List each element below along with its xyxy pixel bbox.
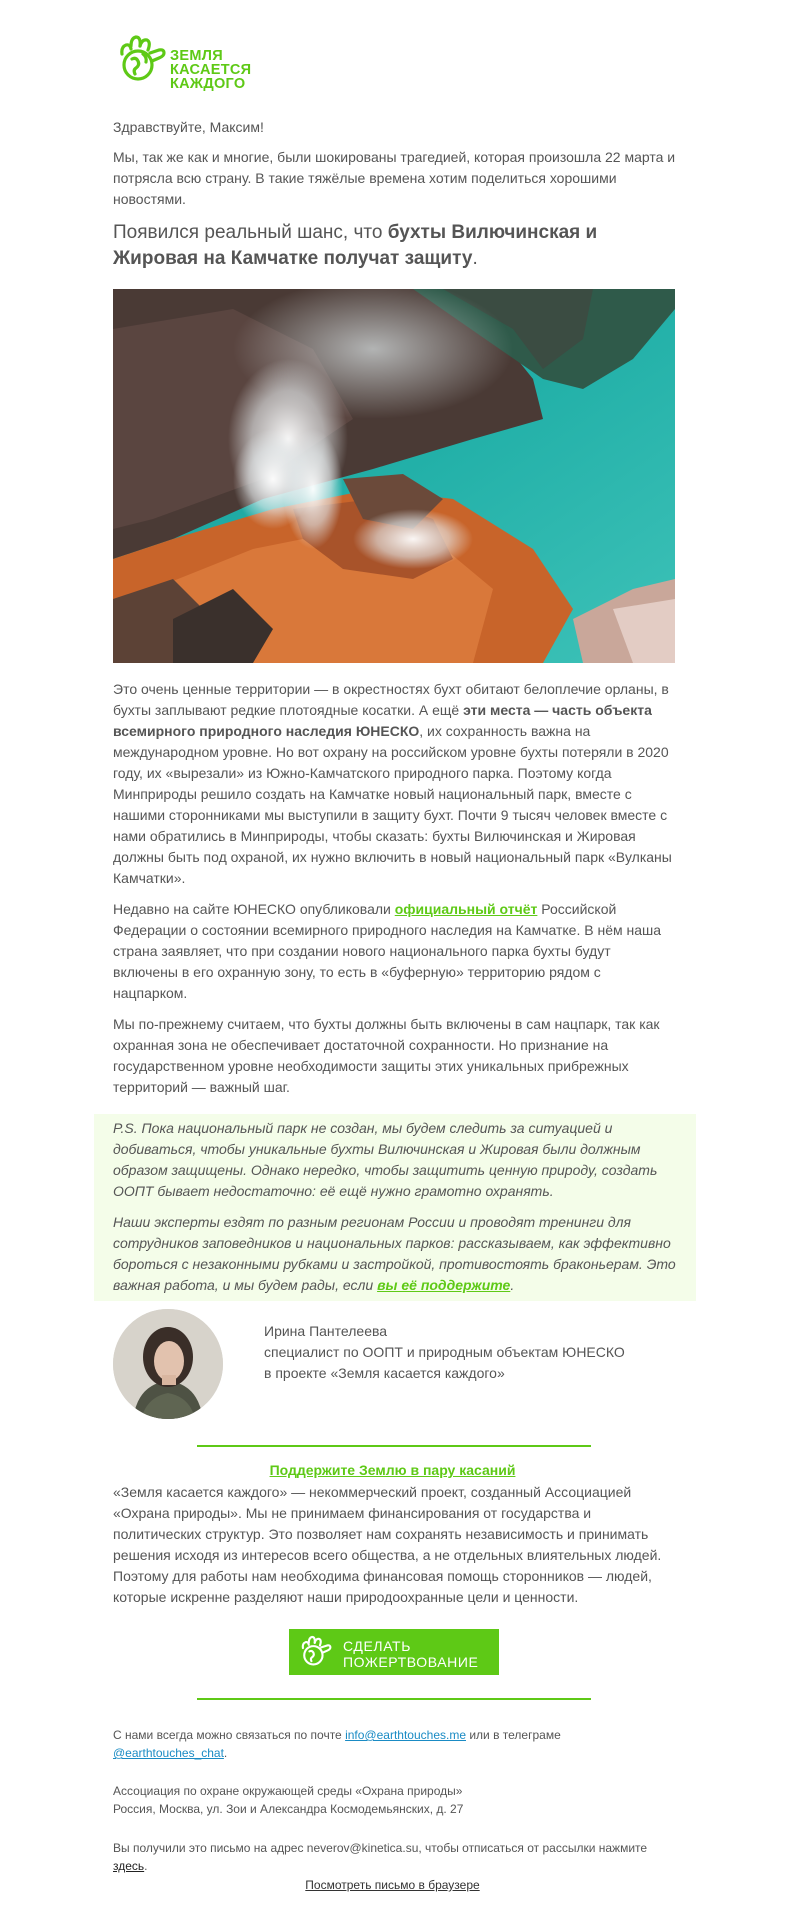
body-paragraph-2: Недавно на сайте ЮНЕСКО опубликовали официальный отчёт Российской Федерации о состоянии всемирного природного наследия на Камчатке. В нём наша страна заявляет, что при создании нового национального парка бухты будут включены в его охранную зону, то есть в «буферную» территорию рядом с нацпарком.	[113, 901, 662, 1001]
ps-paragraph-2: Наши эксперты ездят по разным регионам России и проводят тренинги для сотрудников заповедников и национальных парков: рассказываем, как эффективно бороться с незаконными рубками и застройкой, противостоять браконьерам. Это важная работа, и мы будем рады, если вы её поддержите.	[113, 1214, 676, 1293]
donate-button[interactable]	[289, 1629, 499, 1675]
association-info	[113, 1782, 678, 1818]
support-link[interactable]: вы её поддержите	[377, 1277, 511, 1293]
signature-block	[264, 1321, 625, 1384]
body-paragraph-3: Мы по-прежнему считаем, что бухты должны быть включены в сам нацпарк, так как охранная зона не обеспечивает достаточной сохранности. Но признание на государственном уровне необходимости защиты этих уникальных прибрежных территорий — важный шаг.	[113, 1016, 660, 1095]
support-heading	[0, 1462, 785, 1478]
brand-logo[interactable]	[117, 34, 267, 92]
logo-line-2: КАСАЕТСЯ	[170, 62, 252, 78]
contact-text: С нами всегда можно связаться по почте info@earthtouches.me или в телеграме @earthtouches_chat.	[113, 1728, 561, 1760]
association-address: Россия, Москва, ул. Зои и Александра Космодемьянских, д. 27	[113, 1802, 464, 1816]
view-in-browser-link[interactable]: Посмотреть письмо в браузере	[305, 1878, 480, 1892]
greeting: Здравствуйте, Максим!	[113, 119, 264, 135]
divider-top	[197, 1445, 591, 1447]
divider-bottom	[197, 1698, 591, 1700]
unesco-report-link[interactable]: официальный отчёт	[394, 901, 538, 917]
unsubscribe-link[interactable]: здесь	[113, 1859, 145, 1873]
email-link[interactable]: info@earthtouches.me	[345, 1728, 466, 1742]
body-paragraph-1: Это очень ценные территории — в окрестностях бухт обитают белоплечие орланы, в бухты заплывают редкие плотоядные косатки. А ещё эти места — часть объекта всемирного природного наследия ЮНЕСКО, их сохранность важна на международном уровне. Но вот охрану на российском уровне бухты потеряли в 2020 году, их «вырезали» из Южно-Камчатского природного парка. Поэтому когда Минприроды решило создать на Камчатке новый национальный парк, вместе с нашими сторонниками мы выступили в защиту бухт. Почти 9 тысяч человек вместе с нами обратились в Минприроды, чтобы сказать: бухты Вилючинская и Жировая должны быть под охраной, их нужно включить в новый национальный парк «Вулканы Камчатки».	[113, 681, 672, 886]
association-name: Ассоциация по охране окружающей среды «Охрана природы»	[113, 1784, 463, 1798]
hero-photo	[113, 289, 675, 663]
logo-line-3: КАЖДОГО	[170, 76, 246, 92]
lead-headline: Появился реальный шанс, что бухты Вилючинская и Жировая на Камчатке получат защиту.	[113, 222, 598, 269]
author-avatar	[113, 1309, 223, 1419]
unsubscribe-text: Вы получили это письмо на адрес neverov@kinetica.su, чтобы отписаться от рассылки нажмите здесь.	[113, 1841, 648, 1873]
logo-line-1: ЗЕМЛЯ	[170, 48, 223, 64]
ps-paragraph-1: P.S. Пока национальный парк не создан, мы будем следить за ситуацией и добиваться, чтобы уникальные бухты Вилючинская и Жировая были должным образом защищены. Однако нередко, чтобы защитить ценную природу, создать ООПТ бывает недостаточно: её ещё нужно грамотно охранять.	[113, 1120, 658, 1199]
support-heading-link[interactable]: Поддержите Землю в пару касаний	[269, 1462, 516, 1478]
intro-paragraph: Мы, так же как и многие, были шокированы трагедией, которая произошла 22 марта и потрясла всю страну. В такие тяжёлые времена хотим поделиться хорошими новостями.	[113, 149, 676, 207]
signature-role: специалист по ООПТ и природным объектам ЮНЕСКО	[264, 1344, 625, 1360]
hand-globe-icon	[117, 34, 167, 86]
signature-project: в проекте «Земля касается каждого»	[264, 1365, 505, 1381]
project-about-paragraph: «Земля касается каждого» — некоммерческий проект, созданный Ассоциацией «Охрана природы». Мы не принимаем финансирования от государства и политических структур. Это позволяет нам сохранять независимость и принимать решения исходя из интересов всего общества, а не отдельных влиятельных людей. Поэтому для работы нам необходима финансовая помощь сторонников — людей, которые искренне разделяют наши природоохранные цели и ценности.	[113, 1484, 662, 1605]
view-in-browser	[0, 1876, 785, 1894]
hand-globe-icon	[299, 1635, 333, 1669]
signature-name: Ирина Пантелеева	[264, 1323, 388, 1339]
telegram-link[interactable]: @earthtouches_chat	[113, 1746, 224, 1760]
donate-button-label: СДЕЛАТЬ ПОЖЕРТВОВАНИЕ	[343, 1638, 479, 1670]
